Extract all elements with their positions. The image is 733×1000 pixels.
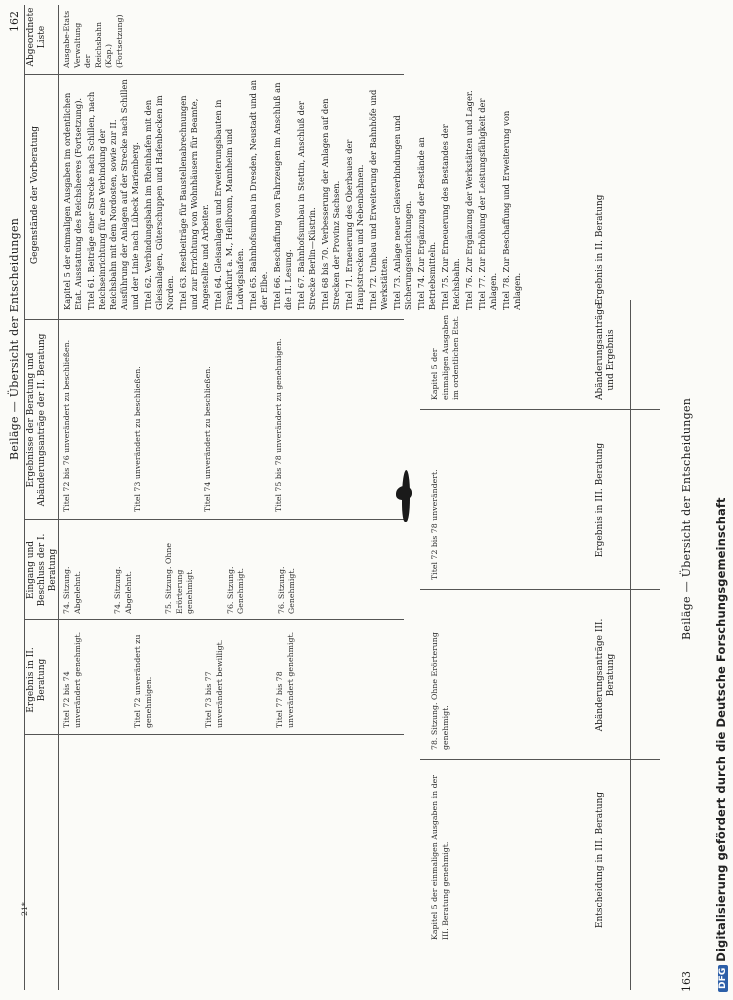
ii-result-entry: Titel 72 unverändert zu genehmigen. [133,634,153,728]
result-entry: Titel 73 unverändert zu beschließen. [132,366,142,512]
funding-text: Digitalisierung gefördert durch die Deutsche Forschungsgemeinschaft [714,497,728,962]
folio-mark: 21* [20,902,29,916]
right-column-header-3: Ergebnis in III. Beratung [595,442,605,558]
right-entry: Kapitel 5 der einmaligen Ausgaben im ordentlichen Etat. [430,314,460,400]
result-entry: Titel 75 bis 78 unverändert zu genehmigen. [273,338,283,512]
funding-footer [714,497,728,992]
right-column-header-2: Abänderungsanträge und Ergebnis [595,303,616,400]
body-paragraph: Titel 76. Zur Ergänzung der Werkstätten und Lager. [464,90,474,310]
right-entry: 78. Sitzung. Ohne Erörterung genehmigt. [430,632,450,750]
column-rule [24,619,404,620]
column-rule [24,519,404,520]
column-rule [24,319,404,320]
column-header-4: Eingang und Beschluss der I. Beratung [26,533,58,607]
right-entry: Kapitel 5 der einmaligen Ausgaben in der III. Beratung genehmigt. [430,775,450,940]
ii-result-entry: Titel 72 bis 74 unverändert genehmigt. [62,631,82,728]
result-entry: Titel 72 bis 76 unverändert zu beschließen. [62,339,71,512]
body-paragraph: Titel 71. Erneuerung des Oberbaues der Hauptstrecken und Nebenbahnen. [344,139,365,310]
body-paragraph: Titel 75. Zur Erneuerung des Bestandes der Reichsbahn. [440,124,461,310]
right-column-header-5: Entscheidung in III. Beratung [595,791,605,929]
right-column-header-4: Abänderungsanträge III. Beratung [595,618,616,732]
body-paragraph: Titel 72. Umbau und Erweiterung der Bahnhöfe und Werkstätten. [368,89,389,310]
column-rule [24,74,404,75]
decision-entry: 74. Sitzung. Abgelehnt. [113,566,133,614]
right-column-rule [420,759,660,760]
right-column-rule [420,409,660,410]
result-entry: Titel 74 unverändert zu beschließen. [203,366,212,512]
column-rule [24,734,404,735]
sidebar-text: Ausgabe-Etats Verwaltung der Reichsbahn (Kap.) (Fortsetzung) [62,10,124,68]
body-paragraph: Titel 63. Restbeiträge für Baustellenabrechnungen und zur Errichtung von Wohnhäusern für Beamte, Angestellte und Arbeiter. [178,95,210,310]
body-paragraph: Titel 65. Bahnhofsumbau in Dresden, Neustadt und an der Elbe. [248,80,269,310]
column-header-5: Ergebnis in II. Beratung [26,647,47,713]
ii-result-entry: Titel 77 bis 78 unverändert genehmigt. [275,631,295,728]
running-head-left: Beiläge — Übersicht der Entscheidungen [8,217,21,460]
body-paragraph: Titel 68 bis 70. Verbesserung der Anlagen auf den Strecken der Provinz Sachsen. [320,98,341,310]
results-column [62,324,284,512]
decision-entry: 74. Sitzung. Abgelehnt. [62,566,82,614]
decision-entry: 76. Sitzung. Genehmigt. [225,566,245,614]
body-paragraph: Titel 62. Verbindungsbahn im Rheinhafen mit den Gleisanlagen, Güterschuppen und Hafenbecken im Norden. [143,95,175,310]
body-paragraph: Titel 61. Beiträge einer Strecke nach Schillen, nach Reichseinrichtung für eine Verbindung der Reichsbahn mit dem Nordosten, sowie zur II. Ausführung der Anlagen auf der Strecke nach Schillen und der Linie nach Lübeck Marienberg. [86,79,140,310]
body-paragraph: Titel 77. Zur Erhöhung der Leistungsfähigkeit der Anlagen. [477,98,498,310]
right-column-rule [420,589,660,590]
body-column [62,78,525,310]
column-header-1: Abgeordnete Liste [26,7,47,67]
decision-entry: 75. Sitzung. Ohne Erörterung genehmigt. [164,543,194,614]
body-paragraph: Titel 74. Zur Ergänzung der Bestände an Betriebsmitteln. [416,137,437,310]
body-paragraph: Titel 64. Gleisanlagen und Erweiterungsbauten in Frankfurt a. M., Heilbronn, Mannheim und Ludwigshafen. [213,99,245,310]
decision-entry: 76. Sitzung. Genehmigt. [276,566,296,614]
header-rule-top [24,5,25,990]
column-header-3: Ergebnisse der Beratung und Abänderungsanträge der II. Beratung [26,333,47,507]
ii-result-entry: Titel 73 bis 77 unverändert bewilligt. [204,639,224,728]
header-rule-bottom [58,5,59,990]
running-head-right: Beiläge — Übersicht der Entscheidungen [680,397,693,640]
right-column-header-1: Ergebnis in II. Beratung [595,194,605,306]
body-paragraph: Titel 66. Beschaffung von Fahrzeugen im Anschluß an die II. Lesung. [272,82,293,310]
column-header-2: Gegenstände der Vorberatung [30,125,40,265]
ii-results-column [62,624,296,728]
gutter-mark [396,486,412,500]
dfg-logo: DFG [718,965,728,992]
body-paragraph: Titel 78. Zur Beschaffung und Erweiterung von Anlagen. [501,110,522,310]
body-paragraph: Titel 67. Bahnhofsumbau in Stettin, Anschluß der Strecke Berlin—Küstrin. [296,101,317,310]
page-number-left: 162 [8,11,21,32]
right-header-rule [630,300,631,990]
decisions-column [62,524,298,614]
page-number-right: 163 [680,971,693,992]
right-entry: Titel 72 bis 78 unverändert. [430,469,439,580]
body-paragraph: Kapitel 5 der einmaligen Ausgaben im ordentlichen Etat. Ausstattung des Reichsheeres (Fortsetzung). [62,92,83,310]
body-paragraph: Titel 73. Anlage neuer Gleisverbindungen und Sicherungseinrichtungen. [392,115,413,310]
